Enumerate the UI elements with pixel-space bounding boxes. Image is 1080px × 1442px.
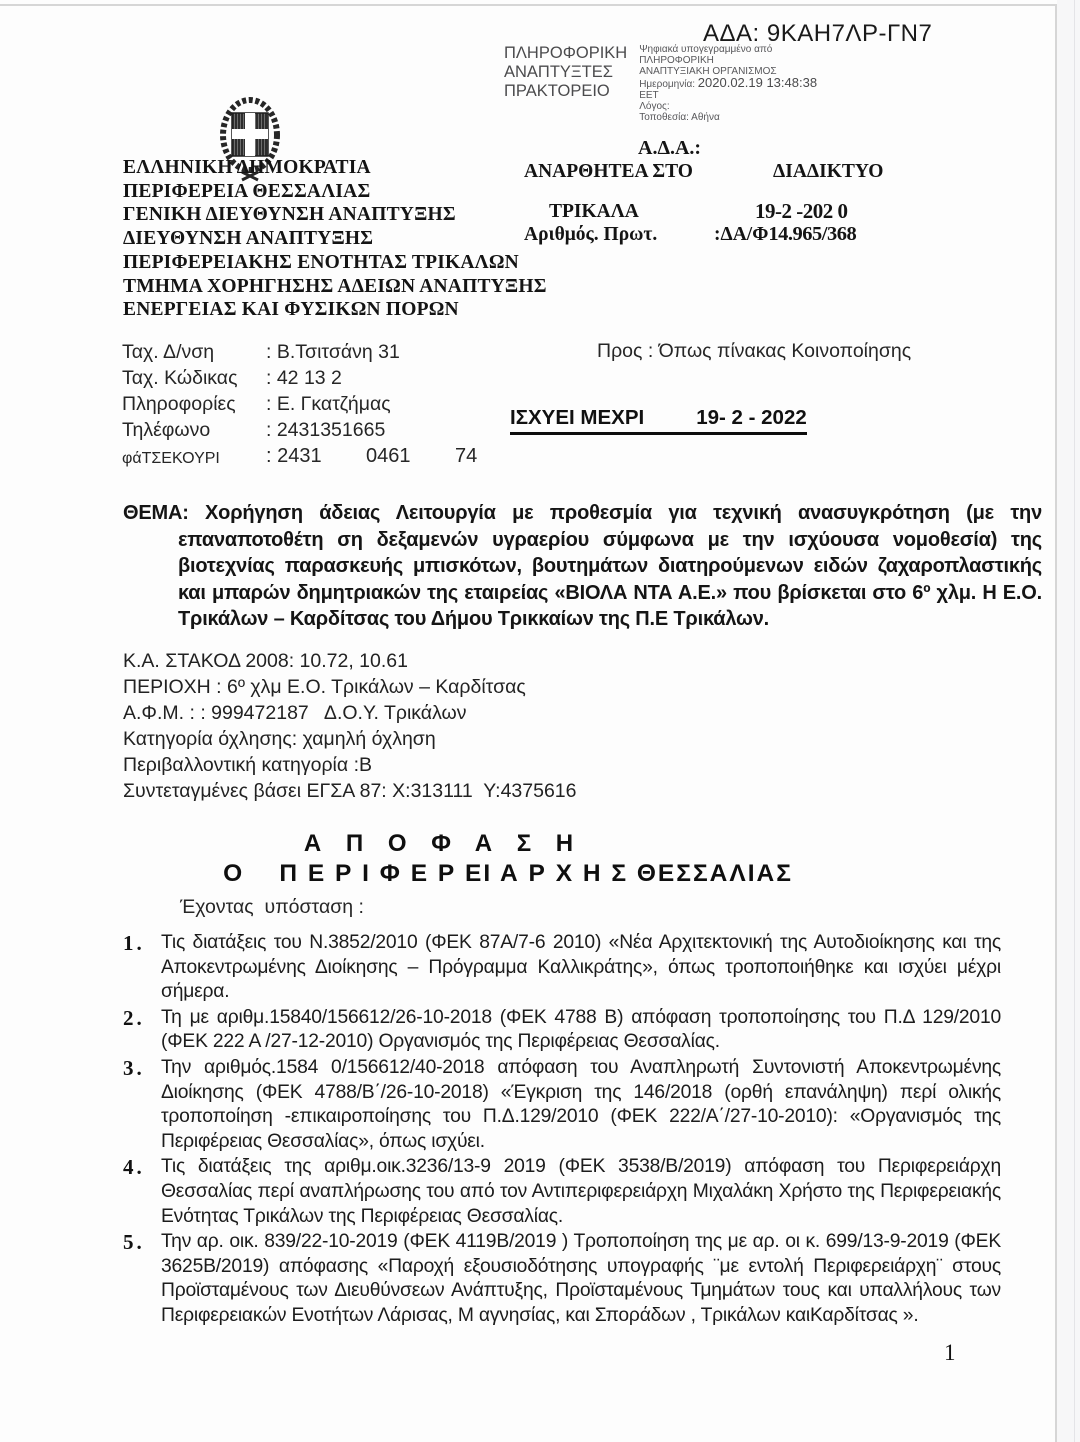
- signature-signer-line: ΠΡΑΚΤΟΡΕΙΟ: [504, 82, 610, 100]
- details-line-stakod: Κ.Α. ΣΤΑΚΟΔ 2008: 10.72, 10.61: [123, 650, 408, 672]
- contact-value: : 42 13 2: [266, 367, 342, 389]
- digital-signature-block: [504, 44, 817, 123]
- details-line-coordinates: Συντεταγμένες βάσει ΕΓΣΑ 87: Χ:313111 Υ:4375616: [123, 780, 577, 802]
- details-line-env-category: Περιβαλλοντική κατηγορία :Β: [123, 754, 373, 776]
- posted-on-web-label: ΑΝΑΡΘΗΤΕΑ ΣΤΟ: [524, 161, 693, 182]
- contact-value: : Β.Τσιτσάνη 31: [266, 341, 400, 363]
- contact-value: : Ε. Γκατζήμας: [266, 393, 391, 415]
- signature-signer: [504, 44, 627, 123]
- agency-line: ΤΜΗΜΑ ΧΟΡΗΓΗΣΗΣ ΑΔΕΙΩΝ ΑΝΑΠΤΥΞΗΣ: [123, 275, 547, 297]
- ada-number: ΑΔΑ: 9ΚΑΗ7ΛΡ-ΓΝ7: [703, 20, 933, 47]
- protocol-number: [714, 223, 856, 246]
- signature-detail-line: EET: [639, 90, 659, 101]
- contact-label: Πληροφορίες: [122, 393, 236, 415]
- list-item-number: 4.: [123, 1155, 145, 1180]
- decision-title: Α Π Ο Φ Α Σ Η: [303, 830, 583, 857]
- signature-date-value: 2020.02.19 13:48:38: [697, 75, 818, 90]
- document-date: 19-2 -202 0: [755, 199, 848, 223]
- subject-label: ΘΕΜΑ:: [123, 502, 189, 524]
- signature-signer-line: ΑΝΑΠΤΥΞΤΕΣ: [504, 63, 613, 81]
- list-item-text: Τη με αριθμ.15840/156612/26-10-2018 (ΦΕΚ 4788 Β) απόφαση τροποποίησης του Π.Δ 129/2010 (ΦΕΚ 222 Α /27-12-2010) Οργανισμός της Περιφέρειας Θεσσαλίας.: [161, 1006, 1001, 1053]
- posted-on-web-label-2: ΔΙΑΔΙΚΤΥΟ: [773, 161, 884, 182]
- decision-preamble: Έχοντας υπόσταση :: [180, 896, 364, 918]
- agency-line: ΠΕΡΙΦΕΡΕΙΑ ΘΕΣΣΑΛΙΑΣ: [123, 180, 371, 202]
- list-item-number: 3.: [123, 1055, 145, 1080]
- ada-field-label: Α.Δ.Α.:: [638, 137, 702, 159]
- list-item-number: 5.: [123, 1230, 145, 1255]
- signature-detail-line: Τοποθεσία: Αθήνα: [639, 112, 720, 123]
- list-item: [123, 931, 1001, 1005]
- protocol-prefix: :ΔΑ/Φ: [714, 224, 769, 245]
- validity-label: ΙΣΧΥΕΙ ΜΕΧΡΙ: [510, 406, 645, 429]
- agency-line: ΕΝΕΡΓΕΙΑΣ ΚΑΙ ΦΥΣΙΚΩΝ ΠΟΡΩΝ: [123, 299, 459, 321]
- details-line-nuisance: Κατηγορία όχλησης: χαμηλή όχληση: [123, 728, 436, 750]
- details-line-area: ΠΕΡΙΟΧΗ : 6º χλμ Ε.Ο. Τρικάλων – Καρδίτσας: [123, 676, 526, 698]
- page-number: 1: [944, 1340, 956, 1365]
- contact-row-fax: [122, 443, 477, 472]
- list-item: [123, 1056, 1001, 1154]
- page-edge-right: [1055, 4, 1057, 1442]
- subject-text: Χορήγηση άδειας Λειτουργία με προθεσμία για τεχνική ανασυγκρότηση (με την επαναποτοθέτη ση δεξαμενών υγραερίου σύμφωνα με την ισχύουσα νομοθεσία) της βιοτεχνίας παρασκευής μπισκότων, βουτημάτων διατηρούμενων ειδών ζαχαροπλαστικής και μπαρών δημητριακών της εταιρείας «ΒΙΟΛΑ ΝΤΑ Α.Ε.» που βρίσκεται στο 6º χλμ. Η Ε.Ο. Τρικάλων – Καρδίτσας του Δήμου Τρικκαίων της Π.Ε Τρικάλων.: [178, 502, 1042, 630]
- viewer-gutter-line: [1074, 0, 1075, 1442]
- list-item: [123, 1006, 1001, 1055]
- agency-line: ΠΕΡΙΦΕΡΕΙΑΚΗΣ ΕΝΟΤΗΤΑΣ ΤΡΙΚΑΛΩΝ: [123, 251, 519, 273]
- list-item-text: Τις διατάξεις της αριθμ.οικ.3236/13-9 2019 (ΦΕΚ 3538/Β/2019) απόφαση του Περιφερειάρχη Θεσσαλίας περί αναπλήρωσης του από τον Αντιπεριφερειάρχη Μιχαλάκη Χρήστο της Περιφερειακής Ενότητας Τρικάλων της Περιφέρειας Θεσσαλίας.: [161, 1156, 1001, 1227]
- contact-row-address: [122, 339, 477, 365]
- agency-line: ΓΕΝΙΚΗ ΔΙΕΥΘΥΝΣΗ ΑΝΑΠΤΥΞΗΣ: [123, 204, 456, 226]
- list-item: [123, 1155, 1001, 1229]
- subject-paragraph: [123, 500, 1042, 633]
- viewer-gutter: [1057, 0, 1080, 1442]
- recipient-line: Προς : Όπως πίνακας Κοινοποίησης: [597, 340, 912, 362]
- contact-value: : 2431 0461 74: [266, 445, 478, 467]
- contact-label: Τηλέφωνο: [122, 419, 211, 441]
- contact-row-information: [122, 391, 477, 417]
- page-edge-top: [0, 4, 1057, 6]
- validity-date: 19- 2 - 2022: [696, 406, 807, 429]
- contact-row-telephone: [122, 417, 477, 443]
- document-city: ΤΡΙΚΑΛΑ: [549, 201, 639, 222]
- contact-info-block: [122, 339, 477, 472]
- list-item-number: 2.: [123, 1005, 145, 1030]
- signature-signer-line: ΠΛΗΡΟΦΟΡΙΚΗ: [504, 44, 628, 62]
- details-line-afm: Α.Φ.Μ. : : 999472187 Δ.Ο.Υ. Τρικάλων: [123, 702, 467, 724]
- decision-subtitle: Ο Π Ε Ρ Ι Φ Ε Ρ ΕΙ Α Ρ Χ Η Σ ΘΕΣΣΑΛΙΑΣ: [223, 860, 793, 887]
- signature-detail-line: Ψηφιακά υπογεγραμμένο από: [639, 44, 773, 55]
- issuing-agency-block: [123, 156, 547, 322]
- contact-label: φάΤΣΕΚΟΥΡΙ: [122, 450, 220, 467]
- signature-details: [639, 44, 817, 123]
- signature-detail-line: Λόγος:: [639, 101, 670, 112]
- protocol-digits: 14.965/368: [768, 223, 857, 245]
- contact-label: Ταχ. Δ/νση: [122, 341, 215, 363]
- signature-detail-line: ΠΛΗΡΟΦΟΡΙΚΗ: [639, 55, 714, 66]
- signature-date-line: [639, 77, 817, 90]
- signature-detail-line: ΑΝΑΠΤΥΞΙΑΚΗ ΟΡΓΑΝΙΣΜΟΣ: [639, 66, 777, 77]
- protocol-label: Αριθμός. Πρωτ.: [524, 224, 658, 245]
- contact-label: Ταχ. Κώδικας: [122, 367, 238, 389]
- agency-line: ΕΛΛΗΝΙΚΗ ΔΗΜΟΚΡΑΤΙΑ: [123, 157, 371, 178]
- contact-row-postal-code: [122, 365, 477, 391]
- list-item-text: Την αριθμός.1584 0/156612/40-2018 απόφαση του Αναπληρωτή Συντονιστή Αποκεντρωμένης Διοίκησης (ΦΕΚ 4788/Β΄/26-10-2018) «Έγκριση της 146/2018 (ορθή επανάληψη) περί ολικής τροποποίηση -επικαιροποίησης του Π.Δ.129/2010 (ΦΕΚ 222/Α΄/27-10-2010): «Οργανισμός της Περιφέρειας Θεσσαλίας», όπως ισχύει.: [161, 1056, 1001, 1152]
- contact-value: : 2431351665: [266, 419, 386, 441]
- facility-details-block: [123, 648, 577, 804]
- list-item-number: 1.: [123, 931, 145, 955]
- validity-notice: [510, 406, 807, 435]
- agency-line: ΔΙΕΥΘΥΝΣΗ ΑΝΑΠΤΥΞΗΣ: [123, 228, 374, 250]
- signature-date-label: Ημερομηνία:: [639, 79, 695, 90]
- list-item-text: Τις διατάξεις του Ν.3852/2010 (ΦΕΚ 87Α/7-6 2010) «Νέα Αρχιτεκτονική της Αυτοδιοίκησης και της Αποκεντρωμένης Διοίκησης – Πρόγραμμα Καλλικράτης», όπως τροποποιήθηκε και ισχύει μέχρι σήμερα.: [161, 932, 1001, 1003]
- list-item-text: Την αρ. οικ. 839/22-10-2019 (ΦΕΚ 4119Β/2019 ) Τροποποίηση της με αρ. οι κ. 699/13-9-2019 (ΦΕΚ 3625Β/2019) απόφασης «Παροχή εξουσιοδότησης υπογραφής ¨με εντολή Περιφερειάρχη¨ στους Προϊσταμένους των Διευθύνσεων Ανάπτυξης, Προϊσταμένους Τμημάτων τους και υπαλλήλους των Περιφερειακών Ενοτήτων Λάρισας, Μ αγνησίας, και Σποράδων , Τρικάλων καιΚαρδίτσας ».: [161, 1231, 1001, 1326]
- list-item: [123, 1230, 1001, 1328]
- legal-basis-list: [123, 931, 1001, 1330]
